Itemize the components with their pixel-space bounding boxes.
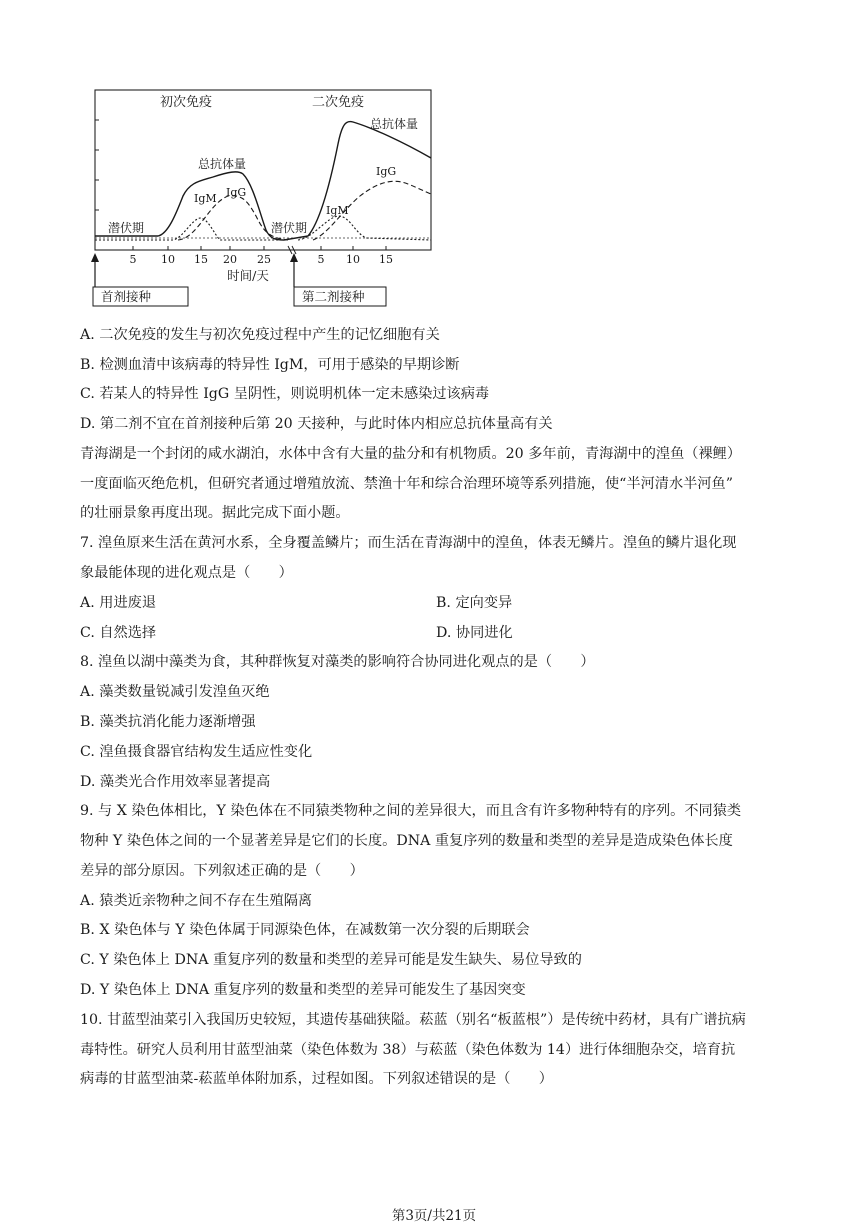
q10-stem: 10. 甘蓝型油菜引入我国历史较短，其遗传基础狭隘。菘蓝（别名“板蓝根”）是传统中药材，具有广谱抗病: [80, 1012, 746, 1028]
q8-stem: 8. 湟鱼以湖中藻类为食，其种群恢复对藻类的影响符合协同进化观点的是（ ）: [80, 654, 595, 670]
passage-line: 青海湖是一个封闭的咸水湖泊，水体中含有大量的盐分和有机物质。20 多年前，青海湖中的湟鱼（裸鲤）: [80, 446, 742, 462]
q7-option-c: C. 自然选择: [80, 625, 157, 641]
tick-label: 20: [223, 253, 237, 266]
q8-option-b: B. 藻类抗消化能力逐渐增强: [80, 714, 256, 730]
tick-label: 10: [346, 253, 360, 266]
q7-option-d: D. 协同进化: [436, 625, 513, 641]
label-latent-primary: 潜伏期: [108, 221, 145, 235]
q6-option-d: D. 第二剂不宜在首剂接种后第 20 天接种，与此时体内相应总抗体量高有关: [80, 416, 553, 432]
label-igg-secondary: IgG: [376, 165, 397, 178]
label-secondary: 二次免疫: [312, 95, 365, 110]
q10-stem: 毒特性。研究人员利用甘蓝型油菜（染色体数为 38）与菘蓝（染色体数为 14）进行体细胞杂交，培育抗: [80, 1042, 736, 1058]
q9-option-b: B. X 染色体与 Y 染色体属于同源染色体，在减数第一次分裂的后期联会: [80, 922, 530, 938]
q9-stem: 物种 Y 染色体之间的一个显著差异是它们的长度。DNA 重复序列的数量和类型的差异是造成染色体长度: [80, 833, 733, 849]
q6-option-c: C. 若某人的特异性 IgG 呈阴性，则说明机体一定未感染过该病毒: [80, 386, 490, 402]
q8-option-d: D. 藻类光合作用效率显著提高: [80, 774, 271, 790]
label-primary: 初次免疫: [160, 95, 213, 110]
q6-option-b: B. 检测血清中该病毒的特异性 IgM，可用于感染的早期诊断: [80, 357, 460, 373]
tick-label: 10: [161, 253, 175, 266]
antibody-figure: [88, 84, 438, 310]
q7-stem: 7. 湟鱼原来生活在黄河水系，全身覆盖鳞片；而生活在青海湖中的湟鱼，体表无鳞片。湟鱼的鳞片退化现: [80, 535, 737, 551]
q8-option-c: C. 湟鱼摄食器官结构发生适应性变化: [80, 744, 313, 760]
x-tick-labels: [130, 253, 394, 266]
arrow-icon: [290, 253, 298, 262]
label-second-dose: 第二剂接种: [302, 289, 365, 304]
x-axis-label: 时间/天: [227, 268, 269, 283]
label-latent-secondary: 潜伏期: [271, 221, 308, 235]
tick-label: 5: [317, 253, 325, 266]
q9-option-a: A. 猿类近亲物种之间不存在生殖隔离: [80, 893, 313, 909]
q9-option-d: D. Y 染色体上 DNA 重复序列的数量和类型的差异可能发生了基因突变: [80, 982, 526, 998]
tick-label: 15: [194, 253, 208, 266]
label-igm-primary: IgM: [194, 192, 217, 205]
q8-option-a: A. 藻类数量锐减引发湟鱼灭绝: [80, 684, 270, 700]
passage-line: 一度面临灭绝危机，但研究者通过增殖放流、禁渔十年和综合治理环境等系列措施，使“半河清水半河鱼”: [80, 476, 733, 492]
q9-stem: 9. 与 X 染色体相比，Y 染色体在不同猿类物种之间的差异很大，而且含有许多物种特有的序列。不同猿类: [80, 803, 742, 819]
q6-option-a: A. 二次免疫的发生与初次免疫过程中产生的记忆细胞有关: [80, 327, 440, 343]
label-total-secondary: 总抗体量: [370, 117, 419, 131]
arrow-icon: [91, 253, 99, 262]
label-igm-secondary: IgM: [326, 204, 349, 217]
page-number: 第3页/共21页: [391, 1208, 477, 1224]
q7-stem: 象最能体现的进化观点是（ ）: [80, 565, 293, 581]
label-igg-primary: IgG: [226, 186, 247, 199]
q10-stem: 病毒的甘蓝型油菜-菘蓝单体附加系，过程如图。下列叙述错误的是（ ）: [80, 1071, 553, 1087]
q7-option-a: A. 用进废退: [80, 595, 157, 611]
q7-option-b: B. 定向变异: [436, 595, 513, 611]
tick-label: 15: [379, 253, 393, 266]
tick-label: 5: [129, 253, 137, 266]
tick-label: 25: [257, 253, 271, 266]
label-total-primary: 总抗体量: [198, 157, 247, 171]
label-first-dose: 首剂接种: [101, 289, 152, 304]
antibody-chart: [88, 84, 438, 310]
q9-stem: 差异的部分原因。下列叙述正确的是（ ）: [80, 863, 364, 879]
q9-option-c: C. Y 染色体上 DNA 重复序列的数量和类型的差异可能是发生缺失、易位导致的: [80, 952, 582, 968]
passage-line: 的壮丽景象再度出现。据此完成下面小题。: [80, 505, 350, 521]
